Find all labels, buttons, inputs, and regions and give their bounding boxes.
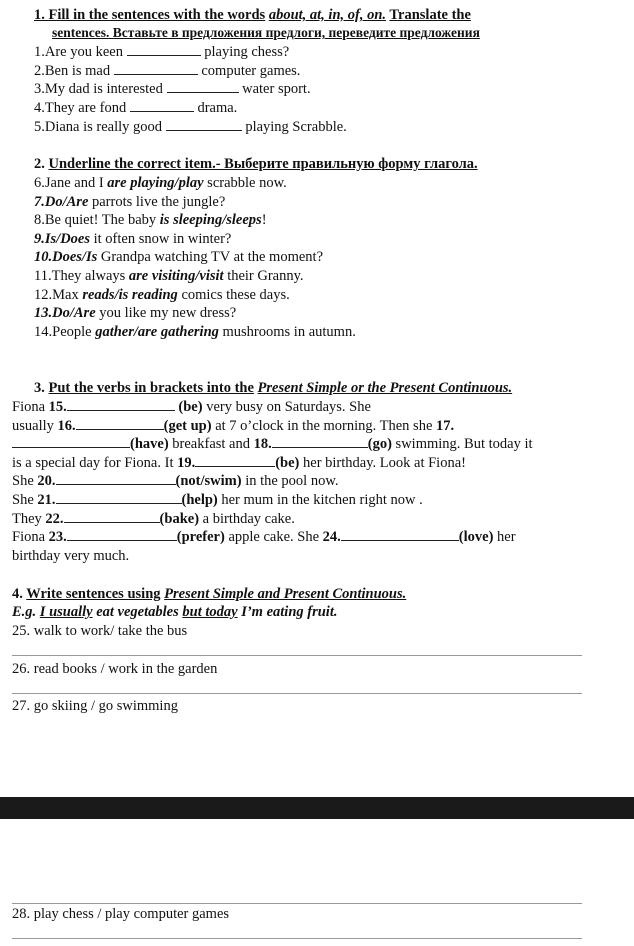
ex3-blank-16[interactable] xyxy=(76,417,164,430)
ex3-blank-20[interactable] xyxy=(56,472,176,485)
ex3-n20: 20. xyxy=(37,473,56,489)
ex2-item-10-post: Grandpa watching TV at the moment? xyxy=(97,249,324,265)
ex3-blank-19[interactable] xyxy=(195,454,275,467)
ex1-item-2-a: 2.Ben is mad xyxy=(34,63,111,79)
ex3-blank-22[interactable] xyxy=(64,510,160,523)
ex4-item-25: 25. walk to work/ take the bus xyxy=(12,623,188,639)
ex2-item-7-choice[interactable]: 7.Do/Are xyxy=(34,194,89,210)
ex3-l7b: a birthday cake. xyxy=(202,511,295,527)
ex3-line-2 xyxy=(12,417,454,435)
ex4-eg-b: I usually xyxy=(39,604,93,620)
ex3-v15: (be) xyxy=(178,399,203,415)
ex3-l7a: They xyxy=(12,511,42,527)
ex1-item-3-a: 3.My dad is interested xyxy=(34,81,163,97)
ex3-line-7 xyxy=(12,510,295,528)
ex4-answer-line-26[interactable] xyxy=(12,693,582,694)
ex4-num: 4. xyxy=(12,586,23,602)
ex1-item-5-a: 5.Diana is really good xyxy=(34,119,163,135)
ex1-item-2-b: computer games. xyxy=(201,63,301,79)
ex3-n18: 18. xyxy=(253,436,272,452)
ex2-item-11-post: their Granny. xyxy=(223,268,304,284)
ex3-blank-17[interactable] xyxy=(12,435,130,448)
ex4-eg-d: but today xyxy=(182,604,238,620)
ex3-v22: (bake) xyxy=(159,511,200,527)
ex1-item-1-a: 1.Are you keen xyxy=(34,44,123,60)
ex3-title-tenses: Present Simple or the Present Continuous. xyxy=(257,380,513,396)
ex2-item-8-pre: 8.Be quiet! The baby xyxy=(34,212,160,228)
ex4-answer-line-27[interactable] xyxy=(12,903,582,904)
ex4-title: Write sentences using xyxy=(26,586,161,602)
ex1-item-2 xyxy=(34,62,300,80)
ex3-l8a: Fiona xyxy=(12,529,46,545)
ex2-item-11-pre: 11.They always xyxy=(34,268,129,284)
ex4-item-27: 27. go skiing / go swimming xyxy=(12,698,178,714)
ex4-title-line xyxy=(12,585,406,603)
ex2-item-10 xyxy=(34,248,323,266)
ex2-item-9 xyxy=(34,230,231,248)
ex3-blank-24[interactable] xyxy=(341,528,459,541)
ex1-blank-2[interactable] xyxy=(114,62,198,75)
ex4-eg-e: I’m eating fruit. xyxy=(241,604,338,620)
ex1-item-3 xyxy=(34,80,311,98)
ex3-title: Put the verbs in brackets into the xyxy=(48,380,254,396)
ex3-l4b: her birthday. Look at Fiona! xyxy=(303,455,466,471)
ex2-item-12 xyxy=(34,286,290,304)
ex2-item-9-post: it often snow in winter? xyxy=(90,231,232,247)
ex3-l4a: is a special day for Fiona. It xyxy=(12,455,174,471)
ex3-v24: (love) xyxy=(458,529,494,545)
ex3-v21: (help) xyxy=(181,492,218,508)
ex3-line-4 xyxy=(12,454,466,472)
ex2-item-7-post: parrots live the jungle? xyxy=(88,194,226,210)
ex1-item-5 xyxy=(34,118,347,136)
ex3-v20: (not/swim) xyxy=(175,473,242,489)
ex3-l1a: Fiona xyxy=(12,399,46,415)
ex3-l3a: breakfast and xyxy=(172,436,250,452)
ex2-title: Underline the correct item.- Выберите правильную форму глагола. xyxy=(48,156,478,172)
ex3-n19: 19. xyxy=(177,455,196,471)
ex2-item-14-pre: 14.People xyxy=(34,324,96,340)
ex3-blank-23[interactable] xyxy=(67,528,177,541)
ex3-v18: (go) xyxy=(367,436,392,452)
ex1-blank-1[interactable] xyxy=(127,43,201,56)
ex1-item-1 xyxy=(34,43,289,61)
ex3-n21: 21. xyxy=(37,492,56,508)
ex2-item-6-pre: 6.Jane and I xyxy=(34,175,108,191)
ex3-v19: (be) xyxy=(275,455,300,471)
ex3-n16: 16. xyxy=(57,418,76,434)
ex2-item-14 xyxy=(34,323,356,341)
ex3-v16: (get up) xyxy=(163,418,212,434)
ex2-item-12-post: comics these days. xyxy=(177,287,290,303)
ex3-l8b: apple cake. She xyxy=(228,529,320,545)
ex1-title-ru: sentences. Вставьте в предложения предлоги, переведите предложения xyxy=(52,25,480,40)
ex3-blank-21[interactable] xyxy=(56,491,182,504)
ex1-blank-4[interactable] xyxy=(130,99,194,112)
ex2-item-14-post: mushrooms in autumn. xyxy=(218,324,356,340)
ex1-item-1-b: playing chess? xyxy=(204,44,290,60)
ex2-item-10-choice[interactable]: 10.Does/Is xyxy=(34,249,98,265)
ex3-title-line xyxy=(34,379,512,397)
ex1-title-words: about, at, in, of, on. xyxy=(268,7,387,23)
ex1-title: 1. Fill in the sentences with the words xyxy=(34,7,266,23)
ex3-blank-15[interactable] xyxy=(67,398,175,411)
ex3-l5b: in the pool now. xyxy=(245,473,339,489)
ex1-title-translate: Translate the xyxy=(389,7,471,23)
ex3-line-9: birthday very much. xyxy=(12,548,130,564)
ex2-item-8 xyxy=(34,211,267,229)
ex4-item-26: 26. read books / work in the garden xyxy=(12,661,218,677)
ex4-title-tenses: Present Simple and Present Continuous. xyxy=(164,586,407,602)
ex2-item-12-pre: 12.Max xyxy=(34,287,83,303)
ex3-l5a: She xyxy=(12,473,34,489)
ex3-l3b: swimming. But today it xyxy=(395,436,533,452)
ex3-n17: 17. xyxy=(436,418,455,434)
ex2-item-13 xyxy=(34,304,236,322)
ex3-v23: (prefer) xyxy=(176,529,225,545)
ex2-item-11-choice[interactable]: are visiting/visit xyxy=(128,268,224,284)
ex3-blank-18[interactable] xyxy=(272,435,368,448)
ex1-blank-3[interactable] xyxy=(167,80,239,93)
ex2-item-9-choice[interactable]: 9.Is/Does xyxy=(34,231,90,247)
ex3-line-8 xyxy=(12,528,516,546)
ex4-eg-c: eat vegetables xyxy=(96,604,179,620)
ex2-item-11 xyxy=(34,267,304,285)
ex2-item-8-post: ! xyxy=(261,212,267,228)
dark-band xyxy=(0,797,634,819)
ex3-l8c: her xyxy=(497,529,516,545)
ex3-line-3 xyxy=(12,435,533,453)
ex3-l1b: very busy on Saturdays. She xyxy=(206,399,371,415)
ex4-item-28: 28. play chess / play computer games xyxy=(12,906,230,922)
ex3-l6a: She xyxy=(12,492,34,508)
ex3-v17: (have) xyxy=(130,436,169,452)
ex3-line-5 xyxy=(12,472,339,490)
ex1-title-line1 xyxy=(34,6,471,24)
ex1-item-4-a: 4.They are fond xyxy=(34,100,127,116)
ex3-n22: 22. xyxy=(45,511,64,527)
ex4-answer-line-25[interactable] xyxy=(12,655,582,656)
ex2-item-6 xyxy=(34,174,287,192)
ex4-example xyxy=(12,603,337,621)
ex1-item-5-b: playing Scrabble. xyxy=(245,119,347,135)
ex3-n24: 24. xyxy=(322,529,341,545)
ex2-item-6-post: scrabble now. xyxy=(203,175,287,191)
ex1-item-4-b: drama. xyxy=(197,100,238,116)
ex1-item-4 xyxy=(34,99,237,117)
ex1-blank-5[interactable] xyxy=(166,118,242,131)
ex3-l2a: usually xyxy=(12,418,54,434)
ex3-num: 3. xyxy=(34,380,45,396)
ex2-item-7 xyxy=(34,193,225,211)
ex2-title-line xyxy=(34,155,478,173)
ex3-n15: 15. xyxy=(48,399,67,415)
ex2-item-14-choice[interactable]: gather/are gathering xyxy=(95,324,219,340)
ex3-l2b: at 7 o’clock in the morning. Then she xyxy=(215,418,433,434)
ex3-line-1 xyxy=(12,398,371,416)
ex2-item-13-choice[interactable]: 13.Do/Are xyxy=(34,305,96,321)
ex2-num: 2. xyxy=(34,156,45,172)
ex2-item-8-choice[interactable]: is sleeping/sleeps xyxy=(159,212,262,228)
ex1-item-3-b: water sport. xyxy=(242,81,311,97)
ex4-eg-label: E.g. xyxy=(12,604,37,620)
ex3-l6b: her mum in the kitchen right now . xyxy=(221,492,423,508)
ex4-answer-line-28[interactable] xyxy=(12,938,582,939)
ex3-line-6 xyxy=(12,491,423,509)
ex2-item-6-choice[interactable]: are playing/play xyxy=(107,175,204,191)
ex2-item-13-post: you like my new dress? xyxy=(95,305,237,321)
ex2-item-12-choice[interactable]: reads/is reading xyxy=(82,287,178,303)
ex3-n23: 23. xyxy=(48,529,67,545)
